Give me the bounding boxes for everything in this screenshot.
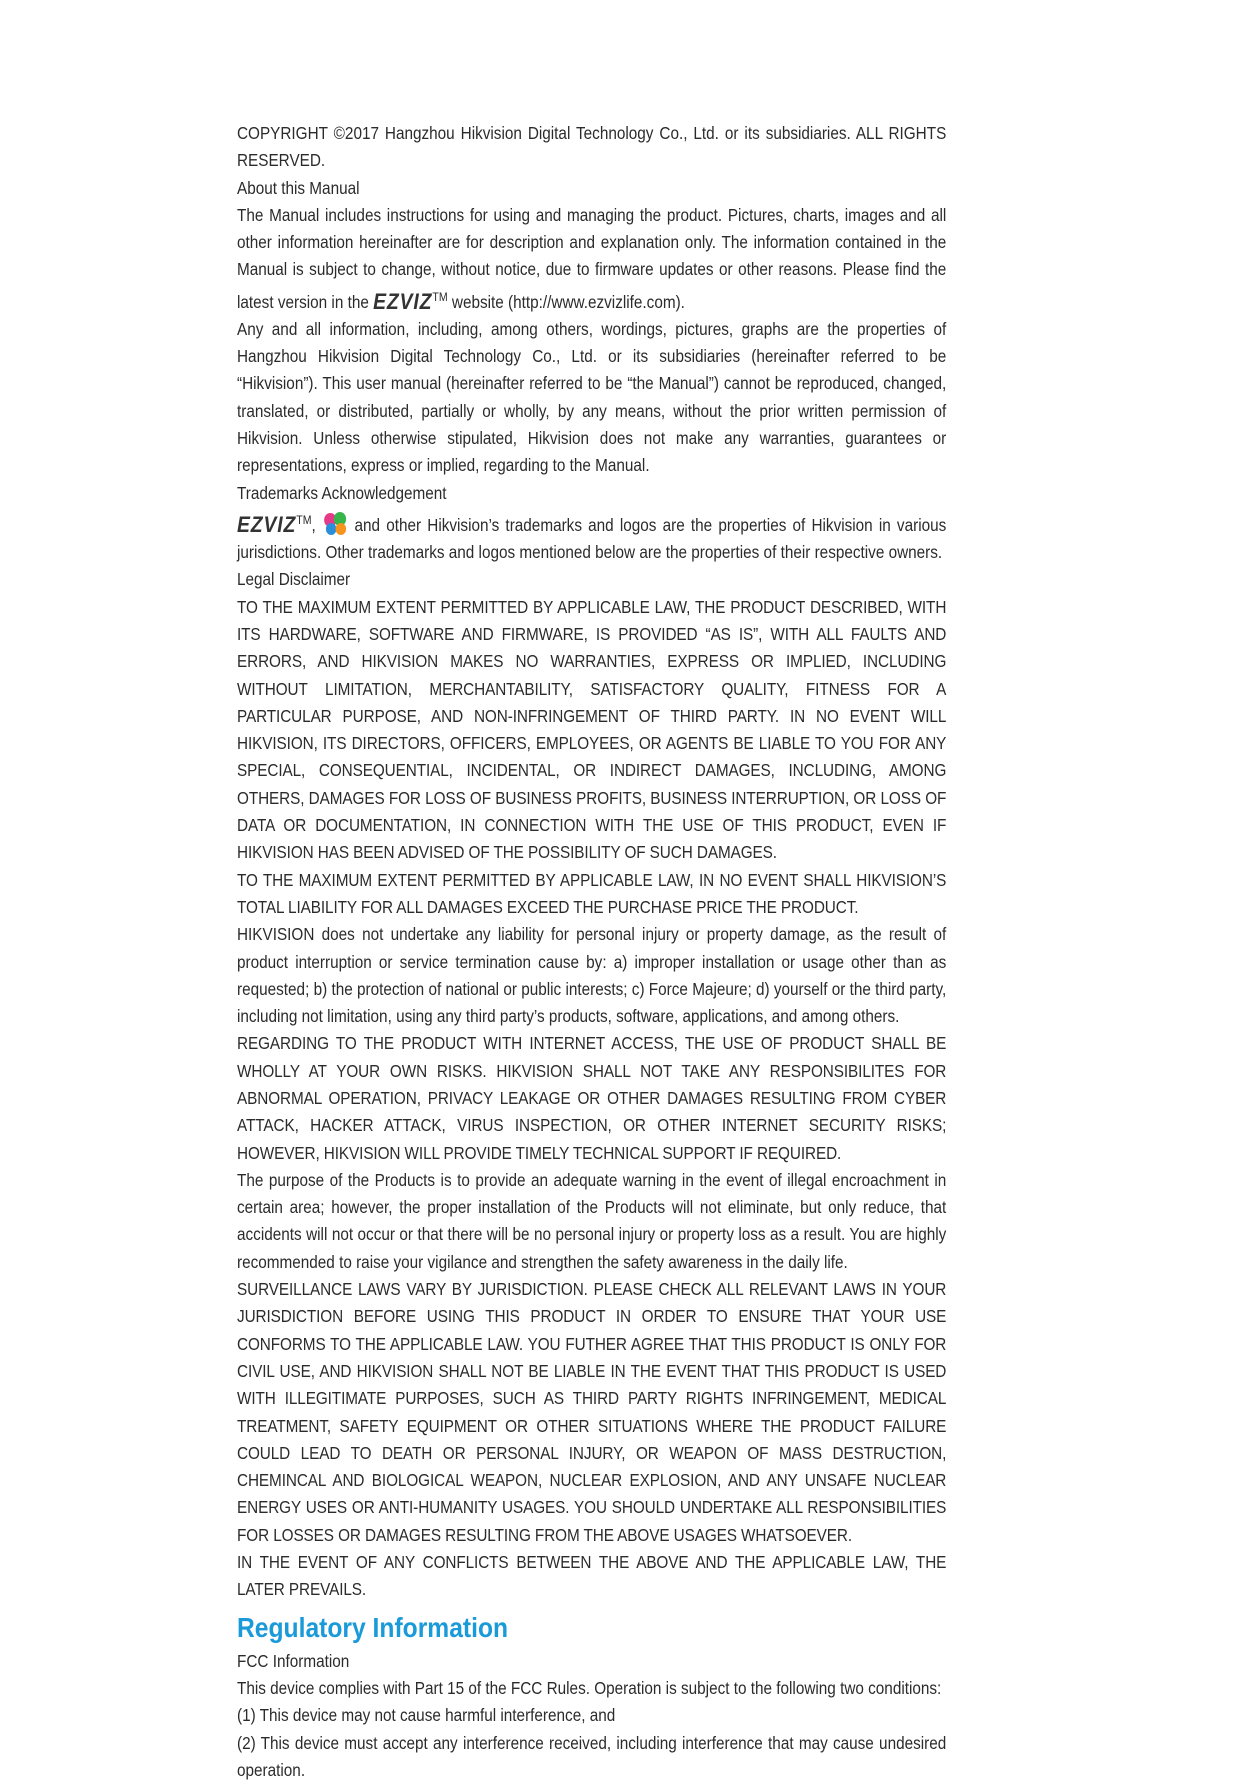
trademarks-heading: Trademarks Acknowledgement xyxy=(237,482,447,503)
fcc-heading: FCC Information xyxy=(237,1650,350,1671)
about-paragraph-2: Any and all information, including, among others, wordings, pictures, graphs are the properties of Hangzhou Hikvision Digital Technology Co., Ltd. or its subsidiaries (hereinafter referred to be “Hikvision”). This user manual (hereinafter referred to be “the Manual”) cannot be reproduced, changed, translated, or distributed, partially or wholly, by any means, without the prior written permission of Hikvision. Unless otherwise stipulated, Hikvision does not make any warranties, guarantees or representations, express or implied, regarding to the Manual. xyxy=(237,318,947,476)
legal-paragraph-4: REGARDING TO THE PRODUCT WITH INTERNET ACCESS, THE USE OF PRODUCT SHALL BE WHOLLY AT YOUR OWN RISKS. HIKVISION SHALL NOT TAKE ANY RESPONSIBILITES FOR ABNORMAL OPERATION, PRIVACY LEAKAGE OR OTHER DAMAGES RESULTING FROM CYBER ATTACK, HACKER ATTACK, VIRUS INSPECTION, OR OTHER INTERNET SECURITY RISKS; HOWEVER, HIKVISION WILL PROVIDE TIMELY TECHNICAL SUPPORT IF REQUIRED. xyxy=(237,1033,947,1163)
fcc-paragraph-3: (2) This device must accept any interference received, including interference that may cause undesired operation. xyxy=(237,1732,947,1780)
regulatory-heading: Regulatory Information xyxy=(237,1611,509,1643)
copyright-line: COPYRIGHT ©2017 Hangzhou Hikvision Digital Technology Co., Ltd. or its subsidiaries. ALL RIGHTS RESERVED. xyxy=(237,123,947,171)
legal-heading: Legal Disclaimer xyxy=(237,569,351,590)
about-p1-text: The Manual includes instructions for using and managing the product. Pictures, charts, images and all other information hereinafter are for description and explanation only. The information contained in the Manual is subject to change, without notice, due to firmware updates or other reasons. Please find the latest version in the xyxy=(237,204,947,312)
trademarks-paragraph xyxy=(237,507,946,566)
trademark-symbol: TM xyxy=(296,512,312,527)
ezviz-logo-icon: EZVIZ xyxy=(237,511,297,537)
trademark-separator: , xyxy=(311,514,316,535)
trademarks-text: and other Hikvision’s trademarks and logos are the properties of Hikvision in various jurisdictions. Other trademarks and logos mentioned below are the properties of their respective owners. xyxy=(237,514,947,563)
about-heading: About this Manual xyxy=(237,177,360,198)
legal-paragraph-7: IN THE EVENT OF ANY CONFLICTS BETWEEN THE ABOVE AND THE APPLICABLE LAW, THE LATER PREVAILS. xyxy=(237,1552,947,1600)
fcc-paragraph-1: This device complies with Part 15 of the FCC Rules. Operation is subject to the following two conditions: xyxy=(237,1677,942,1698)
ezviz-logo-icon: EZVIZ xyxy=(373,288,433,314)
legal-paragraph-3: HIKVISION does not undertake any liability for personal injury or property damage, as the result of product interruption or service termination cause by: a) improper installation or usage other than as requested; b) the protection of national or public interests; c) Force Majeure; d) yourself or the third party, including not limitation, using any third party’s products, software, applications, and among others. xyxy=(237,924,947,1027)
about-p1-website: website (http://www.ezvizlife.com). xyxy=(451,291,685,312)
legal-paragraph-2: TO THE MAXIMUM EXTENT PERMITTED BY APPLICABLE LAW, IN NO EVENT SHALL HIKVISION’S TOTAL LIABILITY FOR ALL DAMAGES EXCEED THE PURCHASE PRICE THE PRODUCT. xyxy=(237,869,947,917)
about-paragraph-1 xyxy=(237,202,946,316)
legal-paragraph-6: SURVEILLANCE LAWS VARY BY JURISDICTION. PLEASE CHECK ALL RELEVANT LAWS IN YOUR JURISDICTION BEFORE USING THIS PRODUCT IN ORDER TO ENSURE THAT YOUR USE CONFORMS TO THE APPLICABLE LAW. YOU FUTHER AGREE THAT THIS PRODUCT IS ONLY FOR CIVIL USE, AND HIKVISION SHALL NOT BE LIABLE IN THE EVENT THAT THIS PRODUCT IS USED WITH ILLEGITIMATE PURPOSES, SUCH AS THIRD PARTY RIGHTS INFRINGEMENT, MEDICAL TREATMENT, SAFETY EQUIPMENT OR OTHER SITUATIONS WHERE THE PRODUCT FAILURE COULD LEAD TO DEATH OR PERSONAL INJURY, OR WEAPON OF MASS DESTRUCTION, CHEMINCAL AND BIOLOGICAL WEAPON, NUCLEAR EXPLOSION, AND ANY UNSAFE NUCLEAR ENERGY USES OR ANTI-HUMANITY USAGES. YOU SHOULD UNDERTAKE ALL RESPONSIBILITIES FOR LOSSES OR DAMAGES RESULTING FROM THE ABOVE USAGES WHATSOEVER. xyxy=(237,1279,947,1545)
manual-page xyxy=(237,120,946,1784)
fcc-paragraph-2: (1) This device may not cause harmful interference, and xyxy=(237,1705,616,1726)
ezviz-clouds-logo-icon xyxy=(322,511,348,537)
trademark-symbol: TM xyxy=(432,289,448,304)
legal-paragraph-1: TO THE MAXIMUM EXTENT PERMITTED BY APPLICABLE LAW, THE PRODUCT DESCRIBED, WITH ITS HARDWARE, SOFTWARE AND FIRMWARE, IS PROVIDED “AS IS”, WITH ALL FAULTS AND ERRORS, AND HIKVISION MAKES NO WARRANTIES, EXPRESS OR IMPLIED, INCLUDING WITHOUT LIMITATION, MERCHANTABILITY, SATISFACTORY QUALITY, FITNESS FOR A PARTICULAR PURPOSE, AND NON-INFRINGEMENT OF THIRD PARTY. IN NO EVENT WILL HIKVISION, ITS DIRECTORS, OFFICERS, EMPLOYEES, OR AGENTS BE LIABLE TO YOU FOR ANY SPECIAL, CONSEQUENTIAL, INCIDENTAL, OR INDIRECT DAMAGES, INCLUDING, AMONG OTHERS, DAMAGES FOR LOSS OF BUSINESS PROFITS, BUSINESS INTERRUPTION, OR LOSS OF DATA OR DOCUMENTATION, IN CONNECTION WITH THE USE OF THIS PRODUCT, EVEN IF HIKVISION HAS BEEN ADVISED OF THE POSSIBILITY OF SUCH DAMAGES. xyxy=(237,596,947,863)
legal-paragraph-5: The purpose of the Products is to provide an adequate warning in the event of illegal encroachment in certain area; however, the proper installation of the Products will not eliminate, but only reduce, that accidents will not occur or that there will be no personal injury or property loss as a result. You are highly recommended to raise your vigilance and strengthen the safety awareness in the daily life. xyxy=(237,1169,947,1272)
